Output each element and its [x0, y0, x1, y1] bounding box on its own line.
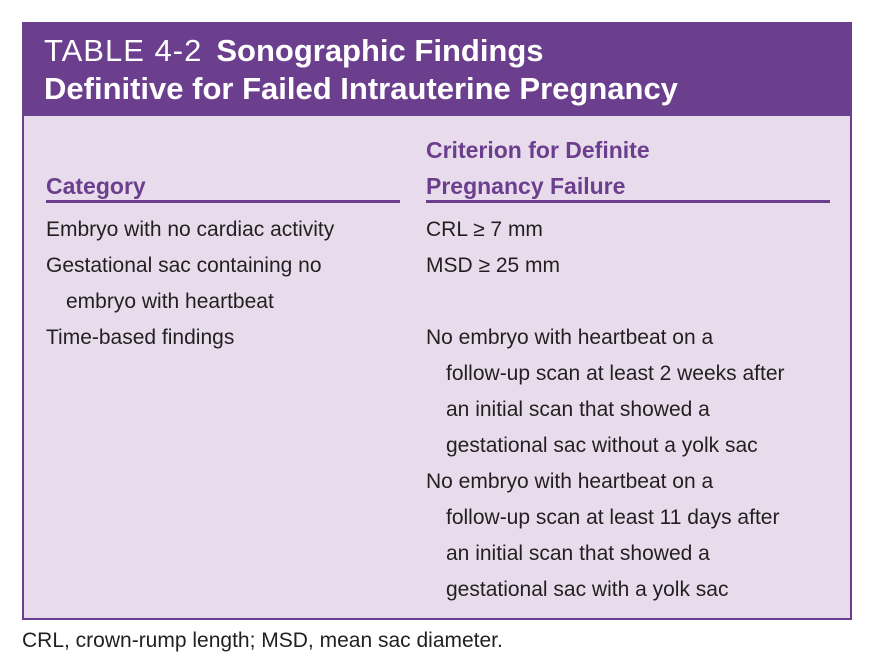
- column-rule-category: [46, 200, 400, 203]
- table-title-line-1: [44, 33, 544, 69]
- column-header-criterion-line-2: Pregnancy Failure: [426, 173, 626, 199]
- table-cell-criterion: No embryo with heartbeat on a: [426, 326, 714, 349]
- table-header: [24, 24, 850, 116]
- column-rule-criterion: [426, 200, 830, 203]
- table-cell-criterion-continued: follow-up scan at least 11 days after: [446, 506, 780, 529]
- column-header-category: Category: [46, 173, 146, 199]
- table-footnote: CRL, crown-rump length; MSD, mean sac diameter.: [22, 629, 503, 652]
- table-cell-criterion-continued: follow-up scan at least 2 weeks after: [446, 362, 785, 385]
- table-cell-category-continued: embryo with heartbeat: [66, 290, 274, 313]
- table-number: TABLE 4-2: [44, 33, 203, 68]
- table-title-line-2: Definitive for Failed Intrauterine Pregnancy: [44, 71, 678, 106]
- table-cell-category: Embryo with no cardiac activity: [46, 218, 335, 241]
- table-title: Sonographic Findings: [216, 33, 544, 68]
- table-cell-category: Time-based findings: [46, 326, 235, 349]
- table-cell-criterion: No embryo with heartbeat on a: [426, 470, 714, 493]
- table-cell-category: Gestational sac containing no: [46, 254, 322, 277]
- table-cell-criterion-continued: gestational sac without a yolk sac: [446, 434, 758, 457]
- table-cell-criterion-continued: gestational sac with a yolk sac: [446, 578, 729, 601]
- table-cell-criterion-continued: an initial scan that showed a: [446, 542, 710, 565]
- table-cell-criterion: CRL ≥ 7 mm: [426, 218, 543, 241]
- table-cell-criterion-continued: an initial scan that showed a: [446, 398, 710, 421]
- table-cell-criterion: MSD ≥ 25 mm: [426, 254, 561, 277]
- table-container: [22, 22, 852, 620]
- column-header-criterion-line-1: Criterion for Definite: [426, 137, 650, 163]
